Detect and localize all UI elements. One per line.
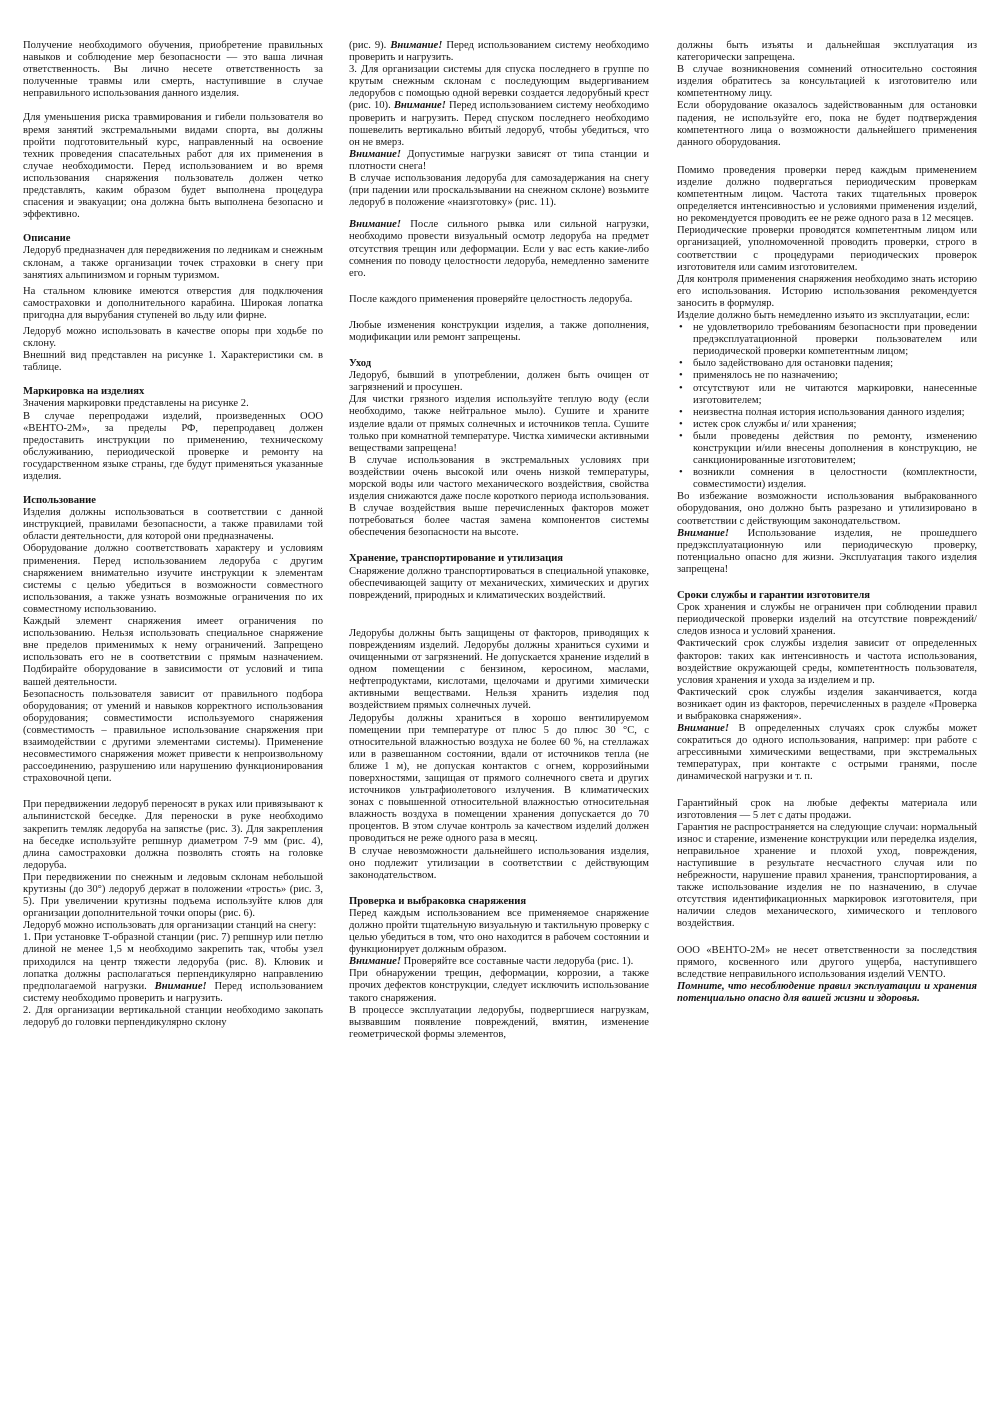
usage-safety: Безопасность пользователя зависит от правильного подбора оборудования; от умений и навыков корректного использования оборудования; совместимости используемого снаряжения (совместимость – правильное использование снаряжения при взаимодействии с другими элементами системы). Применение несовместимого снаряжения может привести к непроизвольному рассоединению, разрушению или нарушению функционирования страховочной цепи. <box>23 688 323 785</box>
periodic-inspection: Помимо проведения проверки перед каждым применением изделие должно подвергаться периодическим проверкам компетентным лицом. Частота таких тщательных проверок определяется интенсивностью и условиями применения изделий, но рекомендуется проводить ее не реже одного раза в 12 месяцев. <box>677 164 977 225</box>
column-3 <box>677 40 977 1005</box>
list-item: • неизвестна полная история использования данного изделия; <box>677 407 977 419</box>
inspection-damage: В процессе эксплуатации ледорубы, подвергшиеся нагрузкам, вызвавшим появление повреждений, вмятин, изменение геометрической формы элементов, <box>349 1004 649 1040</box>
inspection-parts <box>349 956 649 968</box>
storage-disposal: В случае невозможности дальнейшего использования изделия, оно подлежит утилизации в соответствии с действующим законодательством. <box>349 845 649 881</box>
final-reminder: Помните, что несоблюдение правил эксплуатации и хранения потенциально опасно для вашей жизни и здоровья. <box>677 980 977 1004</box>
after-use-check: После каждого применения проверяйте целостность ледоруба. <box>349 293 633 305</box>
t-anchor-check: Перед использованием систему необходимо проверить и нагрузить. <box>23 980 323 1004</box>
intro-training: Для уменьшения риска травмирования и гибели пользователя во время занятий экстремальными видами спорта, вы должны пройти подготовительный курс, направленный на освоение техник проведения спасательных работ для их применения в случае необходимости. Перед использованием и во время использования снаряжения пользователь должен четко представлять, каким образом будет выполнена процедура спасения и эвакуации; она должна быть выполнена безопасно и эффективно. <box>23 112 323 221</box>
heading-description: Описание <box>23 233 71 245</box>
inspection-defects: При обнаружении трещин, деформации, коррозии, а также прочих дефектов конструкции, следует исключить использование такого снаряжения. <box>349 968 649 1004</box>
vertical-anchor: 2. Для организации вертикальной станции необходимо закопать ледоруб до головки перпендикулярно склону <box>23 1004 323 1029</box>
self-arrest: В случае использования ледоруба для самозадержания на снегу (при падении или проскальзывании на снежном склоне) возьмите ледоруб в положение «наизготовку» (рис. 11). <box>349 173 649 209</box>
load-warning: Внимание! <box>349 148 401 160</box>
withdraw-if: Изделие должно быть немедленно изъято из эксплуатации, если: <box>677 309 970 321</box>
list-item: • были проведены действия по ремонту, изменению конструкции и/или внесены дополнения в конструкцию, не санкционированные изготовителем; <box>677 431 977 467</box>
doubts-consult: В случае возникновения сомнений относительно состояния изделия обратитесь за консультацией к изготовителю или компетентному лицу. <box>677 64 977 100</box>
description-appearance: Внешний вид представлен на рисунке 1. Характеристики см. в таблице. <box>23 350 323 374</box>
life-storage: Срок хранения и службы не ограничен при соблюдении правил периодической проверки изделий на отсутствие повреждений/ следов износа и условий хранения. <box>677 602 977 638</box>
periodic-who: Периодические проверки проводятся компетентным лицом или организацией, уполномоченной проводить проверки, строго в соответствии с процедурами периодических проверок изготовителя или самим изготовителем. <box>677 225 977 273</box>
heading-care: Уход <box>349 358 372 370</box>
uninspected-warning <box>677 528 977 576</box>
list-item: • отсутствуют или не читаются маркировки, нанесенные изготовителем; <box>677 383 977 407</box>
carry-slopes: При передвижении по снежным и ледовым склонам небольшой крутизны (до 30°) ледоруб держат в положении «трость» (рис. 3, 5). При увеличении крутизны подъема используйте клюв для организации дополнительной точки опоры (рис. 6). <box>23 871 323 920</box>
fall-arrest-used: Если оборудование оказалось задействованным для остановки падения, не используйте его, пока не будет подтверждения компетентного лица о возможности дальнейшего применения данного оборудования. <box>677 100 977 148</box>
carry-in-hands: При передвижении ледоруб переносят в руках или привязывают к альпинистской беседке. Для переноски в руке необходимо закрепить темляк ледоруба на запястье (рис. 3). Для закрепления на беседке используйте репшнур диаметром 7-9 мм (рис. 4), длина самостраховки должна позволять стоять на головке ледоруба. <box>23 799 323 871</box>
storage-transport: Снаряжение должно транспортироваться в специальной упаковке, обеспечивающей защиту от механических, химических и других повреждений, природных и климатических воздействий. <box>349 565 649 601</box>
intro-responsibility: Получение необходимого обучения, приобретение правильных навыков и соблюдение мер безопасности — это ваша личная ответственность. Вы лично несете ответственность за полученные травмы или смерть, наступившие в случае неправильного использования данного изделия. <box>23 40 323 100</box>
usage-rules: Изделия должны использоваться в соответствии с данной инструкцией, правилами безопасности, а также правилами той области деятельности, для которой они предназначены. <box>23 507 323 543</box>
inspection-warning: Внимание! <box>349 956 401 968</box>
description-support: Ледоруб можно использовать в качестве опоры при ходьбе по склону. <box>23 325 323 350</box>
heading-storage: Хранение, транспортирование и утилизация <box>349 553 564 565</box>
list-item: • применялось не по назначению; <box>677 370 977 382</box>
column-2 <box>349 40 649 1041</box>
modifications-forbidden: Любые изменения конструкции изделия, а также дополнения, модификации или ремонт запрещены. <box>349 319 649 343</box>
storage-conditions: Ледорубы должны храниться в хорошо вентилируемом помещении при температуре от плюс 5 до плюс 30 °C, с относительной влажностью воздуха не более 60 %, на стеллажах или в развешанном состоянии, вдали от источников тепла (не ближе 1 м), не допуская контактов с огнем, коррозийными поверхностями, защищая от прямого солнечного света и других источников ультрафиолетового излучения. В климатических зонах с повышенной относительной влажностью относительная влажность воздуха в помещении хранения допускается до 70 процентов. В этом случае контроль за качеством изделий должен проводиться не реже одного раза в месяц. <box>349 712 649 845</box>
usage-compatibility: Оборудование должно соответствовать характеру и условиям применения. Перед использованием ледоруба с другим снаряжением внимательно изучите инструкции к элементам системы с целью убедиться в возможности совместного использования, а также узнать возможные ограничения по их совместному использованию. <box>23 543 323 615</box>
vertical-anchor-warning: Внимание! <box>390 40 443 51</box>
ice-axe-cross <box>349 64 649 149</box>
vertical-anchor-check: Перед использованием систему необходимо проверить и нагрузить. <box>349 40 649 64</box>
load-note <box>349 149 649 173</box>
warranty-period: Гарантийный срок на любые дефекты материала или изготовления — 5 лет с даты продажи. <box>677 797 977 821</box>
care-clean: Ледоруб, бывший в употреблении, должен быть очищен от загрязнений и просушен. <box>349 370 649 394</box>
marking-resale: В случае перепродажи изделий, произведенных ООО «ВЕНТО-2М», за пределы РФ, перепродавец должен предоставить инструкции по применению, техническому обслуживанию, периодической проверке и ремонту на государственном языке страны, где будут применяться указанные изделия. <box>23 410 323 482</box>
jerk-note <box>349 219 649 279</box>
life-short <box>677 723 977 783</box>
load-text: Допустимые нагрузки зависят от типа станции и плотности снега! <box>349 148 649 172</box>
damage-withdraw: должны быть изъяты и дальнейшая эксплуатация из категорически запрещена. <box>677 40 977 64</box>
inspection-parts-text: Проверяйте все составные части ледоруба (рис. 1). <box>401 956 634 968</box>
list-item: • истек срок службы и/ или хранения; <box>677 419 977 431</box>
uninspected-warning-label: Внимание! <box>677 527 729 539</box>
t-anchor <box>23 932 323 1005</box>
usage-history: Для контроля применения снаряжения необходимо знать историю его использования. Историю использования рекомендуется заносить в формуляр. <box>677 273 977 309</box>
usage-limits: Каждый элемент снаряжения имеет ограничения по использованию. Нельзя использовать специальное снаряжение вне пределов применимых к нему ограничений. Запрещено использовать его не в соответствии с прямым назначением. Подбирайте оборудование в зависимости от условий и типа вашей деятельности. <box>23 616 323 688</box>
jerk-text: После сильного рывка или сильной нагрузки, необходимо провести визуальный осмотр ледоруба на предмет отсутствия трещин или деформации. Если у вас есть какие-либо сомнения по поводу целостности ледоруба, немедленно замените его. <box>349 219 649 279</box>
vertical-anchor-cont <box>349 40 649 64</box>
warranty-exclusions: Гарантия не распространяется на следующие случаи: нормальный износ и старение, изменение конструкции или переделка изделия, неправильное хранение и плохой уход, повреждения, наступившие в результате несчастного случая или по небрежности, нарушение правил хранения, транспортирования, а также использование изделия не по назначению, в случае отсутствия идентификационных маркировок изготовителя, при наличии следов механического, химического и теплового воздействия. <box>677 821 978 930</box>
list-item: • было задействовано для остановки падения; <box>677 358 977 370</box>
list-item: • не удовлетворило требованиям безопасности при проведении предэксплуатационной проверки пользователем или периодической проверки компетентным лицом; <box>677 322 977 358</box>
care-washing: Для чистки грязного изделия используйте теплую воду (если необходимо, также нейтральное мыло). Сушите и храните изделие вдали от прямых солнечных и источников тепла. Сушите только при комнатной температуре. Чистка химически активными веществами запрещена! <box>349 394 649 454</box>
avoid-reuse: Во избежание возможности использования выбракованного оборудования, оно должно быть разрезано и утилизировано в соответствии с действующим законодательством. <box>677 491 977 527</box>
column-1 <box>23 40 323 1029</box>
jerk-warning: Внимание! <box>349 219 401 231</box>
life-factors: Фактический срок службы изделия зависит от определенных факторов: таких как интенсивность и частота использования, воздействие окружающей среды, компетентность пользователя, условия хранения и ухода за изделием и пр. <box>677 638 977 686</box>
ice-axe-cross-check: Перед использованием систему необходимо проверить и нагрузить. Перед спуском последнего необходимо пошевелить вертикально вбитый ледоруб, чтобы убедиться, что он не вмерз. <box>349 100 649 148</box>
withdraw-conditions-list <box>677 322 977 491</box>
heading-inspection: Проверка и выбраковка снаряжения <box>349 895 527 907</box>
list-item: • возникли сомнения в целостности (комплектности, совместимости) изделия. <box>677 467 977 491</box>
uninspected-warning-text: Использование изделия, не прошедшего предэксплуатационную или периодическую проверку, потенциально опасно для жизни. Эксплуатация такого изделия запрещена! <box>677 527 977 575</box>
ice-axe-cross-text: 3. Для организации системы для спуска последнего в группе по крутым снежным склонам с последующим выдергиванием ледорубов с помощью одной веревки создается ледорубный крест (рис. 10). <box>349 64 649 112</box>
liability-disclaimer: ООО «ВЕНТО-2М» не несет ответственности за последствия прямого, косвенного или другого ущерба, наступившего вследствие неправильного использования изделий VENTO. <box>677 944 977 980</box>
heading-service-life: Сроки службы и гарантии изготовителя <box>677 590 871 602</box>
life-short-text: В определенных случаях срок службы может сократиться до одного использования, например: при работе с агрессивными химическими веществами, при экстремальных температурах, при контакте с острыми гранями, после динамической нагрузки и т. п. <box>677 723 977 783</box>
heading-usage: Использование <box>23 495 96 507</box>
description-pick-holes: На стальном клювике имеются отверстия для подключения самостраховки и дополнительного карабина. Широкая лопатка пригодна для вырубания ступеней во льду или фирне. <box>23 285 323 321</box>
storage-protection: Ледорубы должны быть защищены от факторов, приводящих к повреждениям изделий. Ледорубы должны храниться сухими и очищенными от загрязнений. Не допускается хранение изделий в одном помещении с бензином, керосином, маслами, нефтепродуктами, кислотами, щелочами и другими химически активными веществами. Нельзя хранить изделия под воздействием прямых солнечных лучей. <box>349 627 649 712</box>
ice-axe-cross-warning: Внимание! <box>393 100 446 112</box>
vertical-anchor-fig: (рис. 9). <box>349 40 391 51</box>
care-extreme: В случае использования в экстремальных условиях при воздействии очень высокой или очень низкой температуры, морской воды или частого механического воздействия, свойства изделия снижаются даже после короткого периода использования. В случае воздействия выше перечисленных факторов может потребоваться более частая замена компонентов системы обеспечения безопасности на высоте. <box>349 454 649 539</box>
inspection-before-use: Перед каждым использованием все применяемое снаряжение должно пройти тщательную визуальную и тактильную проверку с целью убедиться в том, что оно находится в рабочем состоянии и функционирует должным образом. <box>349 907 649 956</box>
life-ends: Фактический срок службы изделия заканчивается, когда возникает один из факторов, перечисленных в разделе «Проверка и выбраковка снаряжения». <box>677 686 977 722</box>
description-purpose: Ледоруб предназначен для передвижения по ледникам и снежным склонам, а также организации точек страховки в снегу при занятиях альпинизмом и горным туризмом. <box>23 245 323 281</box>
t-anchor-text: 1. При установке Т-образной станции (рис. 7) репшнур или петлю длиной не менее 1,5 м необходимо закрепить так, чтобы узел приходился на центр тяжести ледоруба (рис. 8). Клювик и лопатка должны располагаться перпендикулярно направлению предполагаемой нагрузки. <box>23 932 323 992</box>
heading-marking: Маркировка на изделиях <box>23 386 145 398</box>
t-anchor-warning: Внимание! <box>154 980 207 992</box>
life-short-warning: Внимание! <box>677 723 729 735</box>
marking-figure: Значения маркировки представлены на рисунке 2. <box>23 398 249 410</box>
snow-anchors-intro: Ледоруб можно использовать для организации станций на снегу: <box>23 920 317 932</box>
